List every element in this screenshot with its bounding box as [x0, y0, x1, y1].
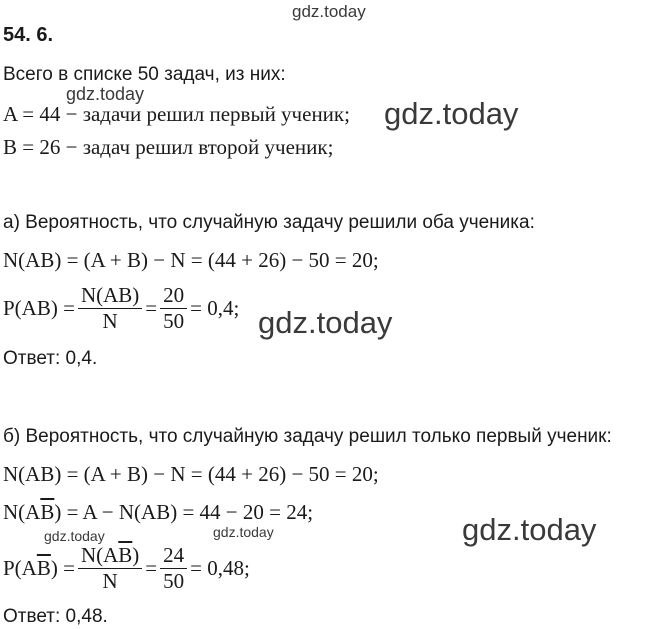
part-b-count-complement — [3, 500, 313, 525]
part-b-fraction-2 — [160, 544, 187, 593]
part-b-num-b: ) — [132, 543, 140, 567]
part-a-prob-eq: = — [145, 296, 158, 321]
part-a-fraction-1-num: N(AB) — [78, 284, 142, 309]
part-b-fraction-2-num: 24 — [160, 544, 187, 569]
problem-number: 54. 6. — [3, 24, 54, 46]
part-b-probability — [3, 544, 250, 593]
part-a-prob-result: = 0,4; — [190, 296, 240, 321]
part-a-heading: а) Вероятность, что случайную задачу решили оба ученика: — [3, 212, 535, 233]
watermark-small-2: gdz.today — [44, 528, 105, 544]
part-a-fraction-2 — [160, 284, 187, 333]
part-b-prob-result: = 0,48; — [190, 556, 250, 581]
part-b-prob-left — [3, 556, 75, 581]
part-b-nc-right: ) = A − N(AB) = 44 − 20 = 24; — [54, 500, 314, 524]
part-a-fraction-2-num: 20 — [160, 284, 187, 309]
part-b-heading: б) Вероятность, что случайную задачу решил только первый ученик: — [3, 426, 612, 447]
part-a-count: N(AB) = (A + B) − N = (44 + 26) − 50 = 20; — [3, 248, 379, 272]
part-b-nc-left: N(A — [3, 500, 41, 524]
part-b-fraction-1-den: N — [102, 569, 118, 594]
part-a-fraction-1-den: N — [102, 309, 118, 334]
part-b-prob-left-a: P(A — [3, 556, 37, 581]
part-b-nc-bar: $\overline{B}$ — [40, 500, 55, 524]
given-a: A = 44 − задачи решил первый ученик; — [3, 102, 350, 126]
part-b-prob-left-bar: $\overline{B}$ — [36, 556, 51, 581]
part-a-fraction-2-den: 50 — [163, 309, 185, 334]
problem-intro: Всего в списке 50 задач, из них: — [3, 64, 286, 85]
part-b-count: N(AB) = (A + B) − N = (44 + 26) − 50 = 20; — [3, 462, 379, 486]
watermark-large-2: gdz.today — [258, 305, 393, 340]
part-b-fraction-1-num — [78, 544, 142, 569]
watermark-top: gdz.today — [292, 2, 366, 21]
part-b-prob-eq: = — [145, 556, 158, 581]
part-a-answer: Ответ: 0,4. — [3, 348, 98, 369]
part-b-num-a: N(A — [80, 543, 119, 567]
part-a-prob-left: P(AB) = — [3, 296, 75, 321]
watermark-large-1: gdz.today — [384, 96, 519, 131]
watermark-large-3: gdz.today — [462, 512, 597, 547]
part-b-fraction-1 — [78, 544, 142, 593]
part-a-probability — [3, 284, 239, 333]
given-b: B = 26 − задач решил второй ученик; — [3, 135, 334, 159]
part-b-fraction-2-den: 50 — [163, 569, 185, 594]
part-b-answer: Ответ: 0,48. — [3, 606, 108, 627]
part-b-prob-left-b: ) = — [50, 556, 75, 581]
part-a-fraction-1 — [78, 284, 142, 333]
part-b-num-bar: $\overline{B}$ — [118, 543, 133, 567]
watermark-small-3: gdz.today — [213, 524, 274, 540]
watermark-small-1: gdz.today — [66, 84, 145, 104]
